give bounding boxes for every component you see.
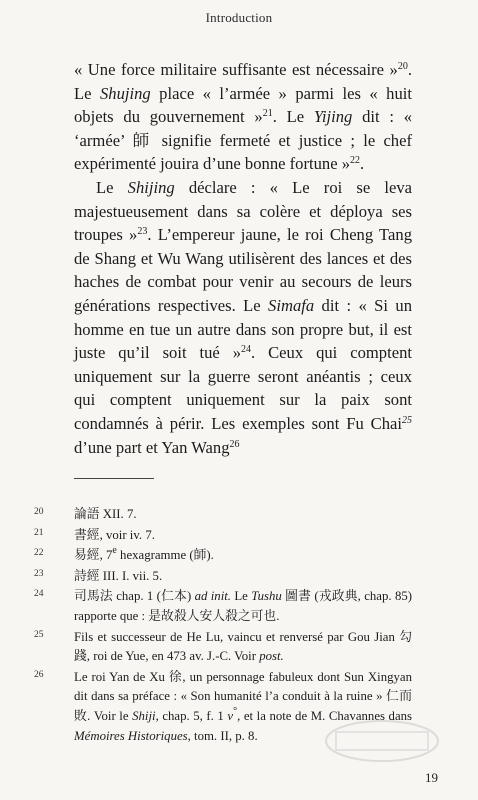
text-run: « Une force militaire suffisante est nécessaire » xyxy=(74,60,398,79)
note-reference: 20 xyxy=(397,61,408,72)
italic-text: v xyxy=(227,708,234,723)
text-run: 易經, 7 xyxy=(74,548,113,563)
italic-text: Shujing xyxy=(99,83,151,103)
footnote-number: 20 xyxy=(34,507,44,517)
italic-text: Simafa xyxy=(268,295,315,315)
paragraph-1 xyxy=(74,58,412,176)
footnote-number: 23 xyxy=(34,568,44,579)
footnote xyxy=(34,505,412,525)
text-run: Le roi Yan de Xu 徐, un personnage fabuleux dont Sun Xingyan dit dans sa préface : « Son humanité l’a conduit à la ruine » 仁而敗. Voir le xyxy=(74,669,412,723)
footnote-number: 25 xyxy=(34,629,44,640)
italic-text: Mémoires Historiques xyxy=(74,728,188,743)
text-run: hexagramme (師). xyxy=(116,548,214,563)
text-run: d’une part et Yan Wang xyxy=(74,437,230,457)
footnote xyxy=(34,628,412,667)
text-run: 司馬法 chap. 1 (仁本) xyxy=(74,589,195,604)
italic-text: Shijing xyxy=(127,177,175,197)
footnote xyxy=(34,545,412,566)
note-reference: ° xyxy=(233,705,238,717)
text-run: . Le xyxy=(272,107,314,127)
watermark-stamp-icon xyxy=(322,718,442,764)
italic-text: Shiji xyxy=(132,708,156,723)
text-run: . Le xyxy=(74,60,412,103)
footnote xyxy=(34,587,412,626)
text-run: , tom. II, p. 8. xyxy=(187,728,258,743)
footnote-number: 26 xyxy=(34,669,44,680)
paragraph-2 xyxy=(74,176,412,459)
italic-text: Yijing xyxy=(313,107,353,127)
italic-text: Tushu xyxy=(251,589,282,604)
text-run: . L’empereur jaune, le roi Cheng Tang de Shang et Wu Wang utilisèrent des lances et des haches de combat pour venir au secours de leurs générations respectives. Le xyxy=(74,225,412,315)
text-run: dit : « Si un homme en tue un autre dans son propre but, il est juste qu’il soit tué » xyxy=(74,295,412,363)
text-run: place « l’armée » parmi les « huit objets du gouvernement » xyxy=(74,83,412,127)
note-reference: 22 xyxy=(350,155,361,167)
note-reference: e xyxy=(112,545,117,557)
text-run: 詩經 III. I. vii. 5. xyxy=(74,568,163,583)
footnote xyxy=(34,526,412,546)
text-run: 論語 XII. 7. xyxy=(74,507,137,521)
text-run: , et la note de M. Chavannes dans xyxy=(237,708,413,723)
text-run: 圖書 (戎政典, chap. 85) rapporte que : 是故殺人安人殺之可也. xyxy=(74,589,412,623)
footnotes xyxy=(34,505,413,747)
text-run: , chap. 5, f. 1 xyxy=(155,708,228,723)
note-reference: 24 xyxy=(241,344,252,356)
text-run: dit : « ‘armée’ 師 signifie fermeté et justice ; le chef expérimenté jouira d’une bonne fortune » xyxy=(74,107,412,174)
italic-text: post. xyxy=(259,649,284,664)
text-run: . xyxy=(360,154,365,174)
main-text xyxy=(74,58,412,459)
running-head: Introduction xyxy=(205,10,273,25)
text-run: déclare : « Le roi se leva majestueusement dans sa colère et déploya ses troupes » xyxy=(74,177,413,245)
note-reference: 26 xyxy=(229,438,240,450)
note-reference: 25 xyxy=(402,414,412,426)
text-run: Fils et successeur de He Lu, vaincu et renversé par Gou Jian 勾踐, roi de Yue, en 473 av. J.-C. Voir xyxy=(74,629,412,664)
footnote-number: 22 xyxy=(34,548,44,559)
footnote xyxy=(34,567,412,587)
footnote-separator xyxy=(74,478,154,479)
italic-text: ad init. xyxy=(194,589,232,604)
text-run: . Ceux qui comptent uniquement sur la guerre seront anéantis ; ceux qui comptent uniquement sur la paix sont condamnés à périr. Les exemples sont Fu Chai xyxy=(74,343,412,433)
text-run: Le xyxy=(231,589,252,604)
page-number: 19 xyxy=(425,770,438,785)
note-reference: 21 xyxy=(262,108,273,120)
note-reference: 23 xyxy=(137,226,148,238)
text-run: Le xyxy=(96,177,128,197)
footnote-number: 21 xyxy=(34,527,44,538)
footnote-number: 24 xyxy=(34,589,44,600)
text-run: 書經, voir iv. 7. xyxy=(74,527,155,542)
